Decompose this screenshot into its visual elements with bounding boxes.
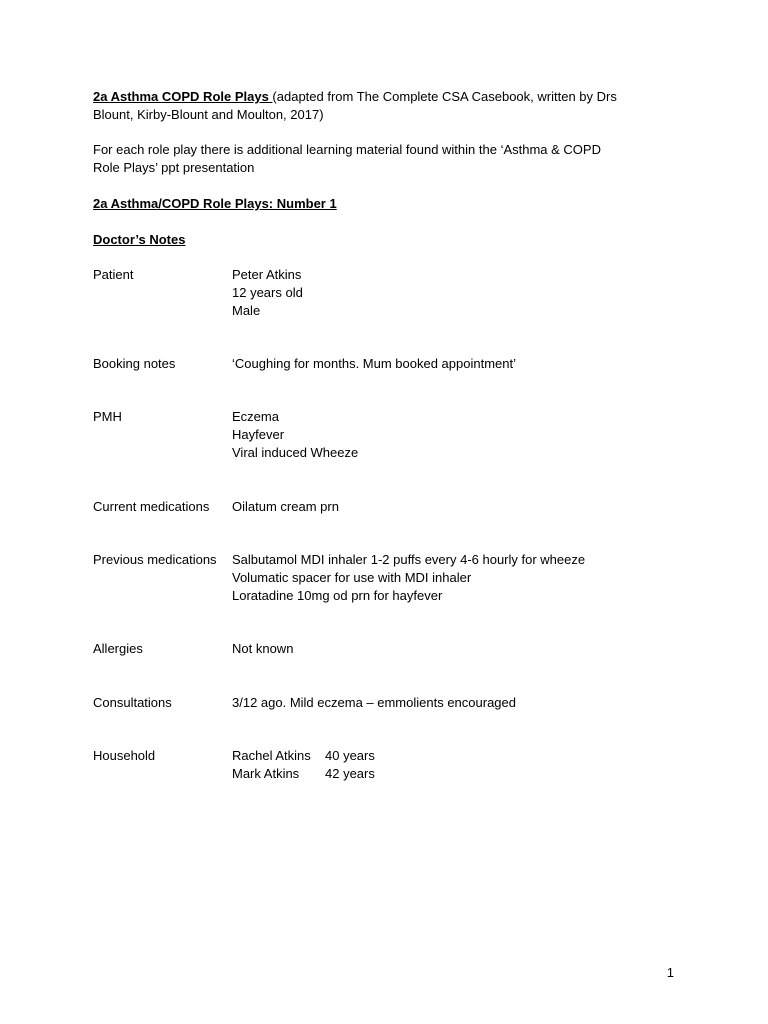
pmh-value [232,408,358,462]
booking-notes-value [232,355,516,373]
allergies-value [232,640,293,658]
intro-line-1: For each role play there is additional learning material found within the ‘Asthma & COPD [93,142,601,157]
household-value [232,747,375,783]
household-member [232,747,375,765]
household-member [232,765,375,783]
pmh-item: Viral induced Wheeze [232,445,359,460]
patient-sex: Male [232,303,261,318]
pmh-item: Hayfever [232,427,285,442]
current-medications-label: Current medications [93,499,210,514]
previous-medication-item: Loratadine 10mg od prn for hayfever [232,588,443,603]
booking-notes-label: Booking notes [93,356,176,371]
previous-medication-item: Salbutamol MDI inhaler 1-2 puffs every 4-6 hourly for wheeze [232,552,586,567]
document-title: 2a Asthma COPD Role Plays [93,89,273,104]
patient-age: 12 years old [232,285,303,300]
document-title-source: (adapted from The Complete CSA Casebook, written by Drs [272,89,617,104]
household-member-age: 40 years [325,748,375,763]
previous-medication-item: Volumatic spacer for use with MDI inhaler [232,570,472,585]
patient-name: Peter Atkins [232,267,302,282]
consultation-entry: 3/12 ago. Mild eczema – emmolients encouraged [232,695,516,710]
document-title-line-2: Blount, Kirby-Blount and Moulton, 2017) [93,107,324,122]
current-medications-value [232,498,339,516]
page-number: 1 [666,965,674,980]
document-title-line-1 [93,88,617,106]
household-label: Household [93,748,156,763]
notes-title: Doctor’s Notes [93,232,186,247]
booking-notes-text: ‘Coughing for months. Mum booked appointment’ [232,356,516,371]
patient-value [232,266,303,320]
household-member-name: Mark Atkins [232,766,300,781]
consultations-label: Consultations [93,695,172,710]
allergies-text: Not known [232,641,294,656]
consultations-value [232,694,516,712]
patient-label: Patient [93,267,134,282]
section-title: 2a Asthma/COPD Role Plays: Number 1 [93,196,337,211]
current-medication-item: Oilatum cream prn [232,499,339,514]
previous-medications-value [232,551,585,605]
pmh-item: Eczema [232,409,279,424]
previous-medications-label: Previous medications [93,552,217,567]
household-member-name: Rachel Atkins [232,748,311,763]
intro-line-2: Role Plays’ ppt presentation [93,160,255,175]
pmh-label: PMH [93,409,122,424]
household-member-age: 42 years [325,766,375,781]
allergies-label: Allergies [93,641,143,656]
